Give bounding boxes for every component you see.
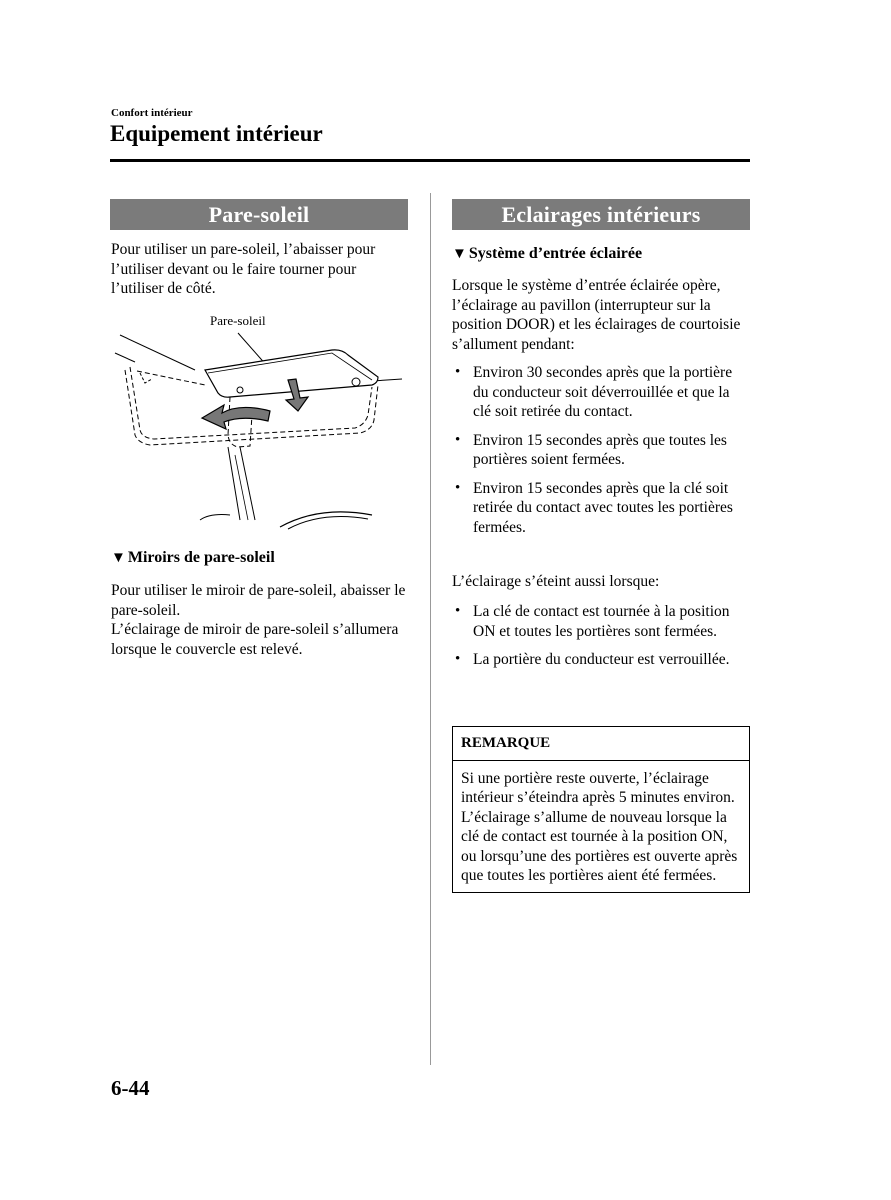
pare-soleil-intro: Pour utiliser un pare-soleil, l’abaisser pour l’utiliser devant ou le faire tourner pour l’utiliser de côté. (111, 241, 376, 297)
note-text-2: L’éclairage s’allume de nouveau lorsque la clé de contact est tournée à la position ON, ou lorsqu’une des portières est ouverte après que toutes les portières aient été fermées. (461, 808, 738, 884)
list-item: • Environ 30 secondes après que la portière du conducteur soit déverrouillée et que la clé soit retirée du contact. (455, 364, 733, 420)
miroirs-text-2: L’éclairage de miroir de pare-soleil s’allumera lorsque le couvercle est relevé. (111, 621, 399, 658)
miroirs-text (111, 581, 411, 659)
note-text-1: Si une portière reste ouverte, l’éclairage intérieur s’éteindra après 5 minutes environ. (461, 769, 735, 806)
triangle-icon: ▼ (452, 246, 467, 262)
section-label: Confort intérieur (111, 107, 193, 119)
systeme-intro: Lorsque le système d’entrée éclairée opère, l’éclairage au pavillon (interrupteur sur la position DOOR) et les éclairages de courtoisie s’allument pendant: (452, 277, 741, 353)
banner-eclairages: Eclairages intérieurs (452, 199, 750, 230)
bullet-icon: • (455, 479, 461, 496)
page-title: Equipement intérieur (110, 121, 323, 146)
note-body (453, 761, 749, 892)
miroirs-text-1: Pour utiliser le miroir de pare-soleil, abaisser le pare-soleil. (111, 582, 406, 619)
off-intro: L’éclairage s’éteint aussi lorsque: (452, 573, 660, 590)
bullet-list-on (452, 363, 750, 546)
sun-visor-illustration (110, 305, 410, 530)
banner-pare-soleil: Pare-soleil (110, 199, 408, 230)
bullet-icon: • (455, 603, 461, 619)
triangle-icon: ▼ (111, 550, 126, 566)
bullet-icon: • (455, 431, 461, 448)
list-item: • La portière du conducteur est verrouillée. (455, 651, 730, 668)
bullet-icon: • (455, 364, 461, 380)
note-heading: REMARQUE (453, 727, 749, 761)
subheading-miroirs: ▼ Miroirs de pare-soleil (111, 549, 275, 566)
note-box (452, 726, 750, 893)
list-item: • Environ 15 secondes après que toutes les portières soient fermées. (455, 431, 727, 468)
column-divider (430, 193, 431, 1065)
subheading-systeme: ▼ Système d’entrée éclairée (452, 245, 643, 262)
list-item: • La clé de contact est tournée à la position ON et toutes les portières sont fermées. (455, 603, 730, 640)
header-rule (110, 159, 750, 162)
figure-label: Pare-soleil (210, 313, 266, 328)
page-number: 6-44 (111, 1076, 150, 1100)
bullet-icon: • (455, 651, 461, 667)
bullet-list-off (452, 602, 750, 679)
list-item: • Environ 15 secondes après que la clé soit retirée du contact avec toutes les portières fermées. (455, 479, 733, 536)
